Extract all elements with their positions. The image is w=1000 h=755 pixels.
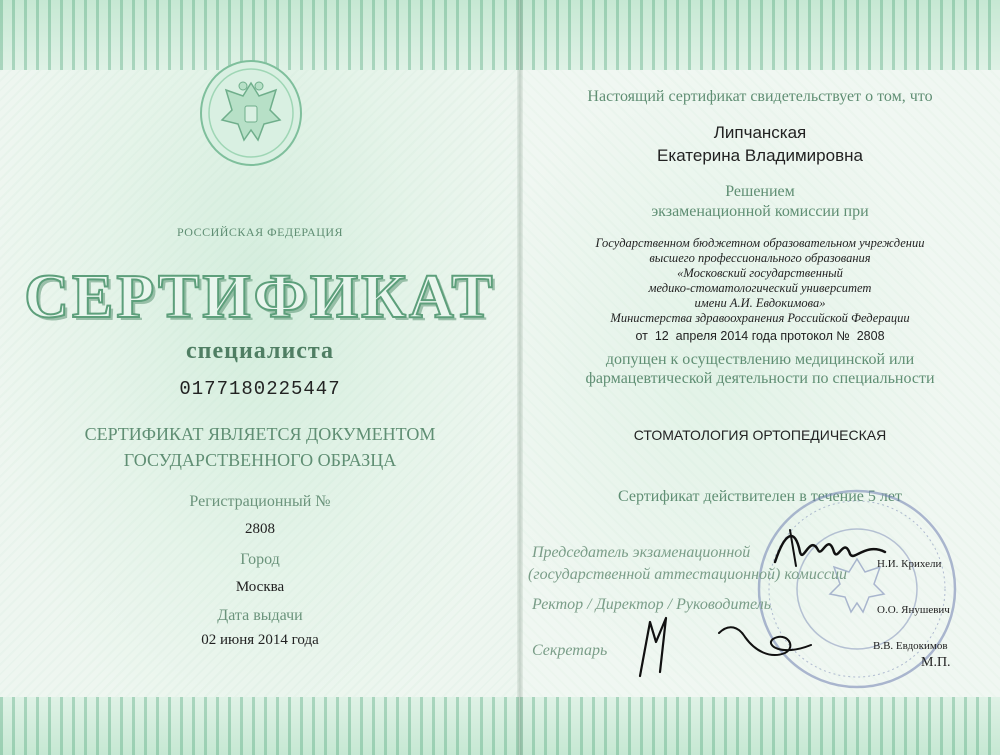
- admission-line1: допущен к осуществлению медицинской или: [605, 351, 915, 368]
- intro-statement: Настоящий сертификат свидетельствует о том, что: [587, 88, 933, 105]
- certificate-title: СЕРТИФИКАТ: [24, 263, 496, 331]
- chair-signature: [770, 522, 890, 572]
- chair-role-line1: Председатель экзаменационной: [532, 544, 751, 561]
- holder-surname: Липчанская: [713, 123, 807, 142]
- issue-date-value: 02 июня 2014 года: [201, 632, 319, 648]
- rector-signature: [715, 615, 815, 665]
- issue-date-label: Дата выдачи: [217, 607, 303, 624]
- certificate-subtitle: специалиста: [185, 338, 335, 364]
- specialty-value: СТОМАТОЛОГИЯ ОРТОПЕДИЧЕСКАЯ: [633, 427, 887, 443]
- guilloche-border-bottom-right: [520, 697, 1000, 755]
- institution-line: «Московский государственный: [677, 266, 843, 280]
- city-label: Город: [240, 551, 280, 568]
- guilloche-border-top-right: [520, 0, 1000, 70]
- chair-role-line2: (государственной аттестационной) комиссии: [528, 566, 848, 583]
- rector-name: О.О. Янушевич: [877, 604, 950, 616]
- guilloche-border-bottom-left: [0, 697, 520, 755]
- seal-place-label: М.П.: [921, 655, 951, 670]
- decision-line1: Решением: [725, 183, 795, 200]
- eagle-emblem-icon: [196, 58, 306, 168]
- institution-line: Министерства здравоохранения Российской Федерации: [610, 311, 910, 325]
- city-value: Москва: [235, 579, 285, 595]
- holder-given-names: Екатерина Владимировна: [657, 146, 863, 165]
- validity-statement: Сертификат действителен в течение 5 лет: [618, 488, 902, 505]
- document-statement-line1: СЕРТИФИКАТ ЯВЛЯЕТСЯ ДОКУМЕНТОМ: [84, 424, 436, 444]
- secretary-name: В.В. Евдокимов: [873, 640, 948, 652]
- document-statement-line2: ГОСУДАРСТВЕННОГО ОБРАЗЦА: [123, 450, 397, 470]
- chair-name: Н.И. Крихели: [877, 558, 942, 570]
- institution-line: медико-стоматологический университет: [648, 281, 872, 295]
- secretary-role: Секретарь: [532, 642, 608, 659]
- registration-label: Регистрационный №: [189, 493, 331, 510]
- country-label: РОССИЙСКАЯ ФЕДЕРАЦИЯ: [176, 225, 344, 239]
- secretary-signature: [630, 612, 680, 680]
- institution-line: Государственном бюджетном образовательном учреждении: [595, 236, 925, 250]
- protocol-line: от 12 апреля 2014 года протокол № 2808: [635, 329, 885, 343]
- registration-value: 2808: [245, 521, 275, 537]
- rector-role: Ректор / Директор / Руководитель: [532, 596, 772, 613]
- institution-line: высшего профессионального образования: [649, 251, 871, 265]
- decision-line2: экзаменационной комиссии при: [651, 203, 869, 220]
- certificate-number: 0177180225447: [179, 378, 341, 400]
- institution-line: имени А.И. Евдокимова»: [694, 296, 826, 310]
- admission-line2: фармацевтической деятельности по специальности: [585, 370, 935, 387]
